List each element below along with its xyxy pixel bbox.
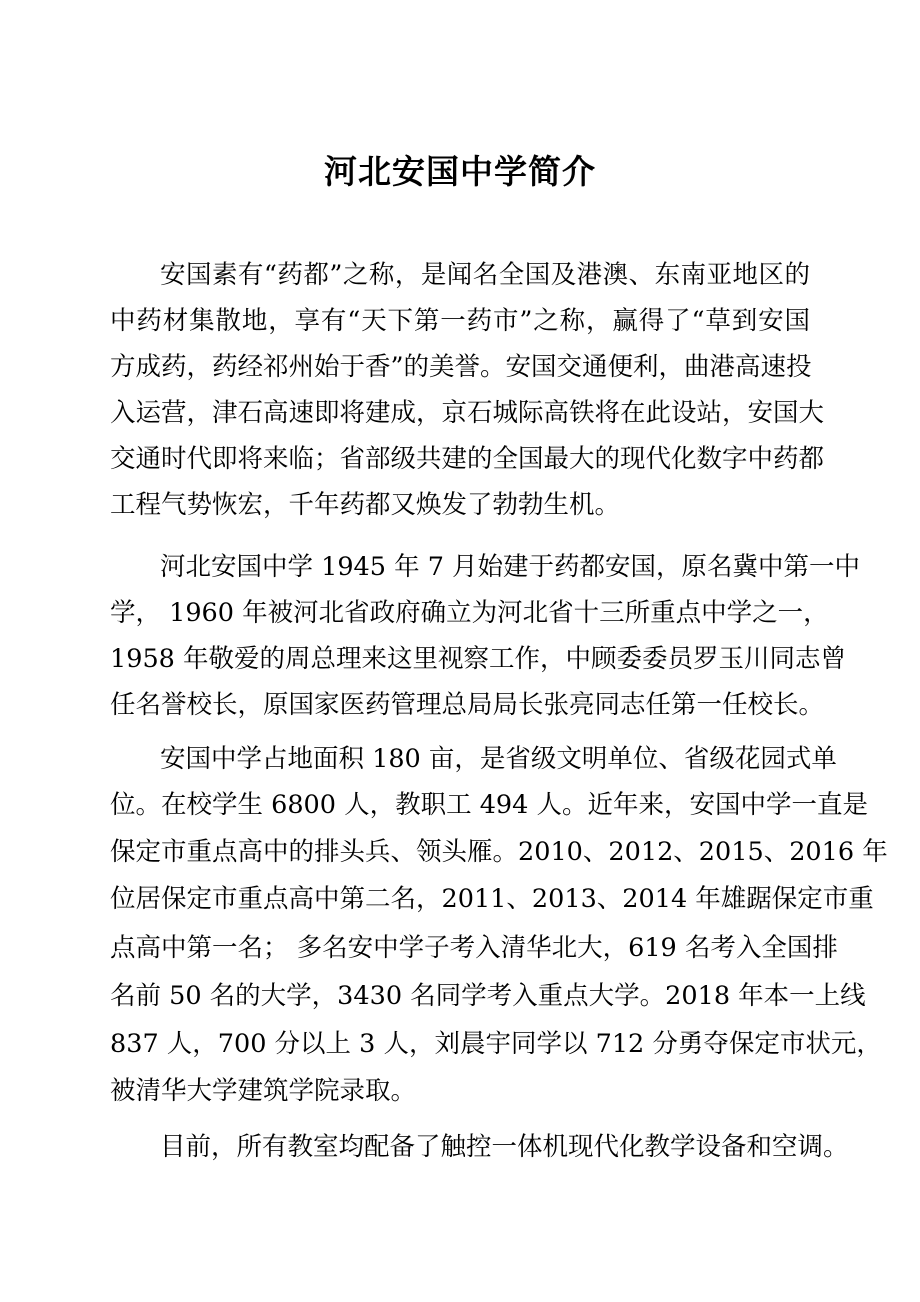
paragraph-line: 河北安国中学 1945 年 7 月始建于药都安国，原名冀中第一中 bbox=[160, 552, 861, 582]
paragraph-line: 目前，所有教室均配备了触控一体机现代化教学设备和空调。 bbox=[160, 1132, 849, 1162]
paragraph-line: 学， 1960 年被河北省政府确立为河北省十三所重点中学之一， bbox=[110, 598, 829, 628]
paragraph-line: 保定市重点高中的排头兵、领头雁。2010、2012、2015、2016 年 bbox=[110, 837, 888, 867]
paragraph-line: 方成药，药经祁州始于香”的美誉。安国交通便利，曲港高速投 bbox=[110, 352, 812, 382]
paragraph-line: 中药材集散地，享有“天下第一药市”之称，赢得了“草到安国 bbox=[110, 306, 810, 336]
paragraph-line: 工程气势恢宏，千年药都又焕发了勃勃生机。 bbox=[110, 490, 621, 520]
paragraph-line: 位居保定市重点高中第二名，2011、2013、2014 年雄踞保定市重 bbox=[110, 884, 874, 914]
paragraph-line: 837 人，700 分以上 3 人，刘晨宇同学以 712 分勇夺保定市状元， bbox=[110, 1029, 882, 1059]
paragraph-line: 位。在校学生 6800 人，教职工 494 人。近年来，安国中学一直是 bbox=[110, 790, 868, 820]
document-title: 河北安国中学简介 bbox=[324, 152, 596, 191]
paragraph-line: 1958 年敬爱的周总理来这里视察工作，中顾委委员罗玉川同志曾 bbox=[110, 644, 847, 674]
paragraph-line: 安国素有“药都”之称，是闻名全国及港澳、东南亚地区的 bbox=[160, 260, 810, 290]
paragraph-line: 点高中第一名； 多名安中学子考入清华北大，619 名考入全国排 bbox=[110, 933, 838, 963]
paragraph-line: 任名誉校长，原国家医药管理总局局长张亮同志任第一任校长。 bbox=[110, 690, 825, 720]
paragraph-line: 入运营，津石高速即将建成，京石城际高铁将在此设站，安国大 bbox=[110, 398, 825, 428]
paragraph-line: 安国中学占地面积 180 亩，是省级文明单位、省级花园式单 bbox=[160, 744, 837, 774]
paragraph-line: 被清华大学建筑学院录取。 bbox=[110, 1076, 417, 1106]
paragraph-line: 名前 50 名的大学，3430 名同学考入重点大学。2018 年本一上线 bbox=[110, 981, 866, 1011]
paragraph-line: 交通时代即将来临；省部级共建的全国最大的现代化数字中药都 bbox=[110, 444, 825, 474]
